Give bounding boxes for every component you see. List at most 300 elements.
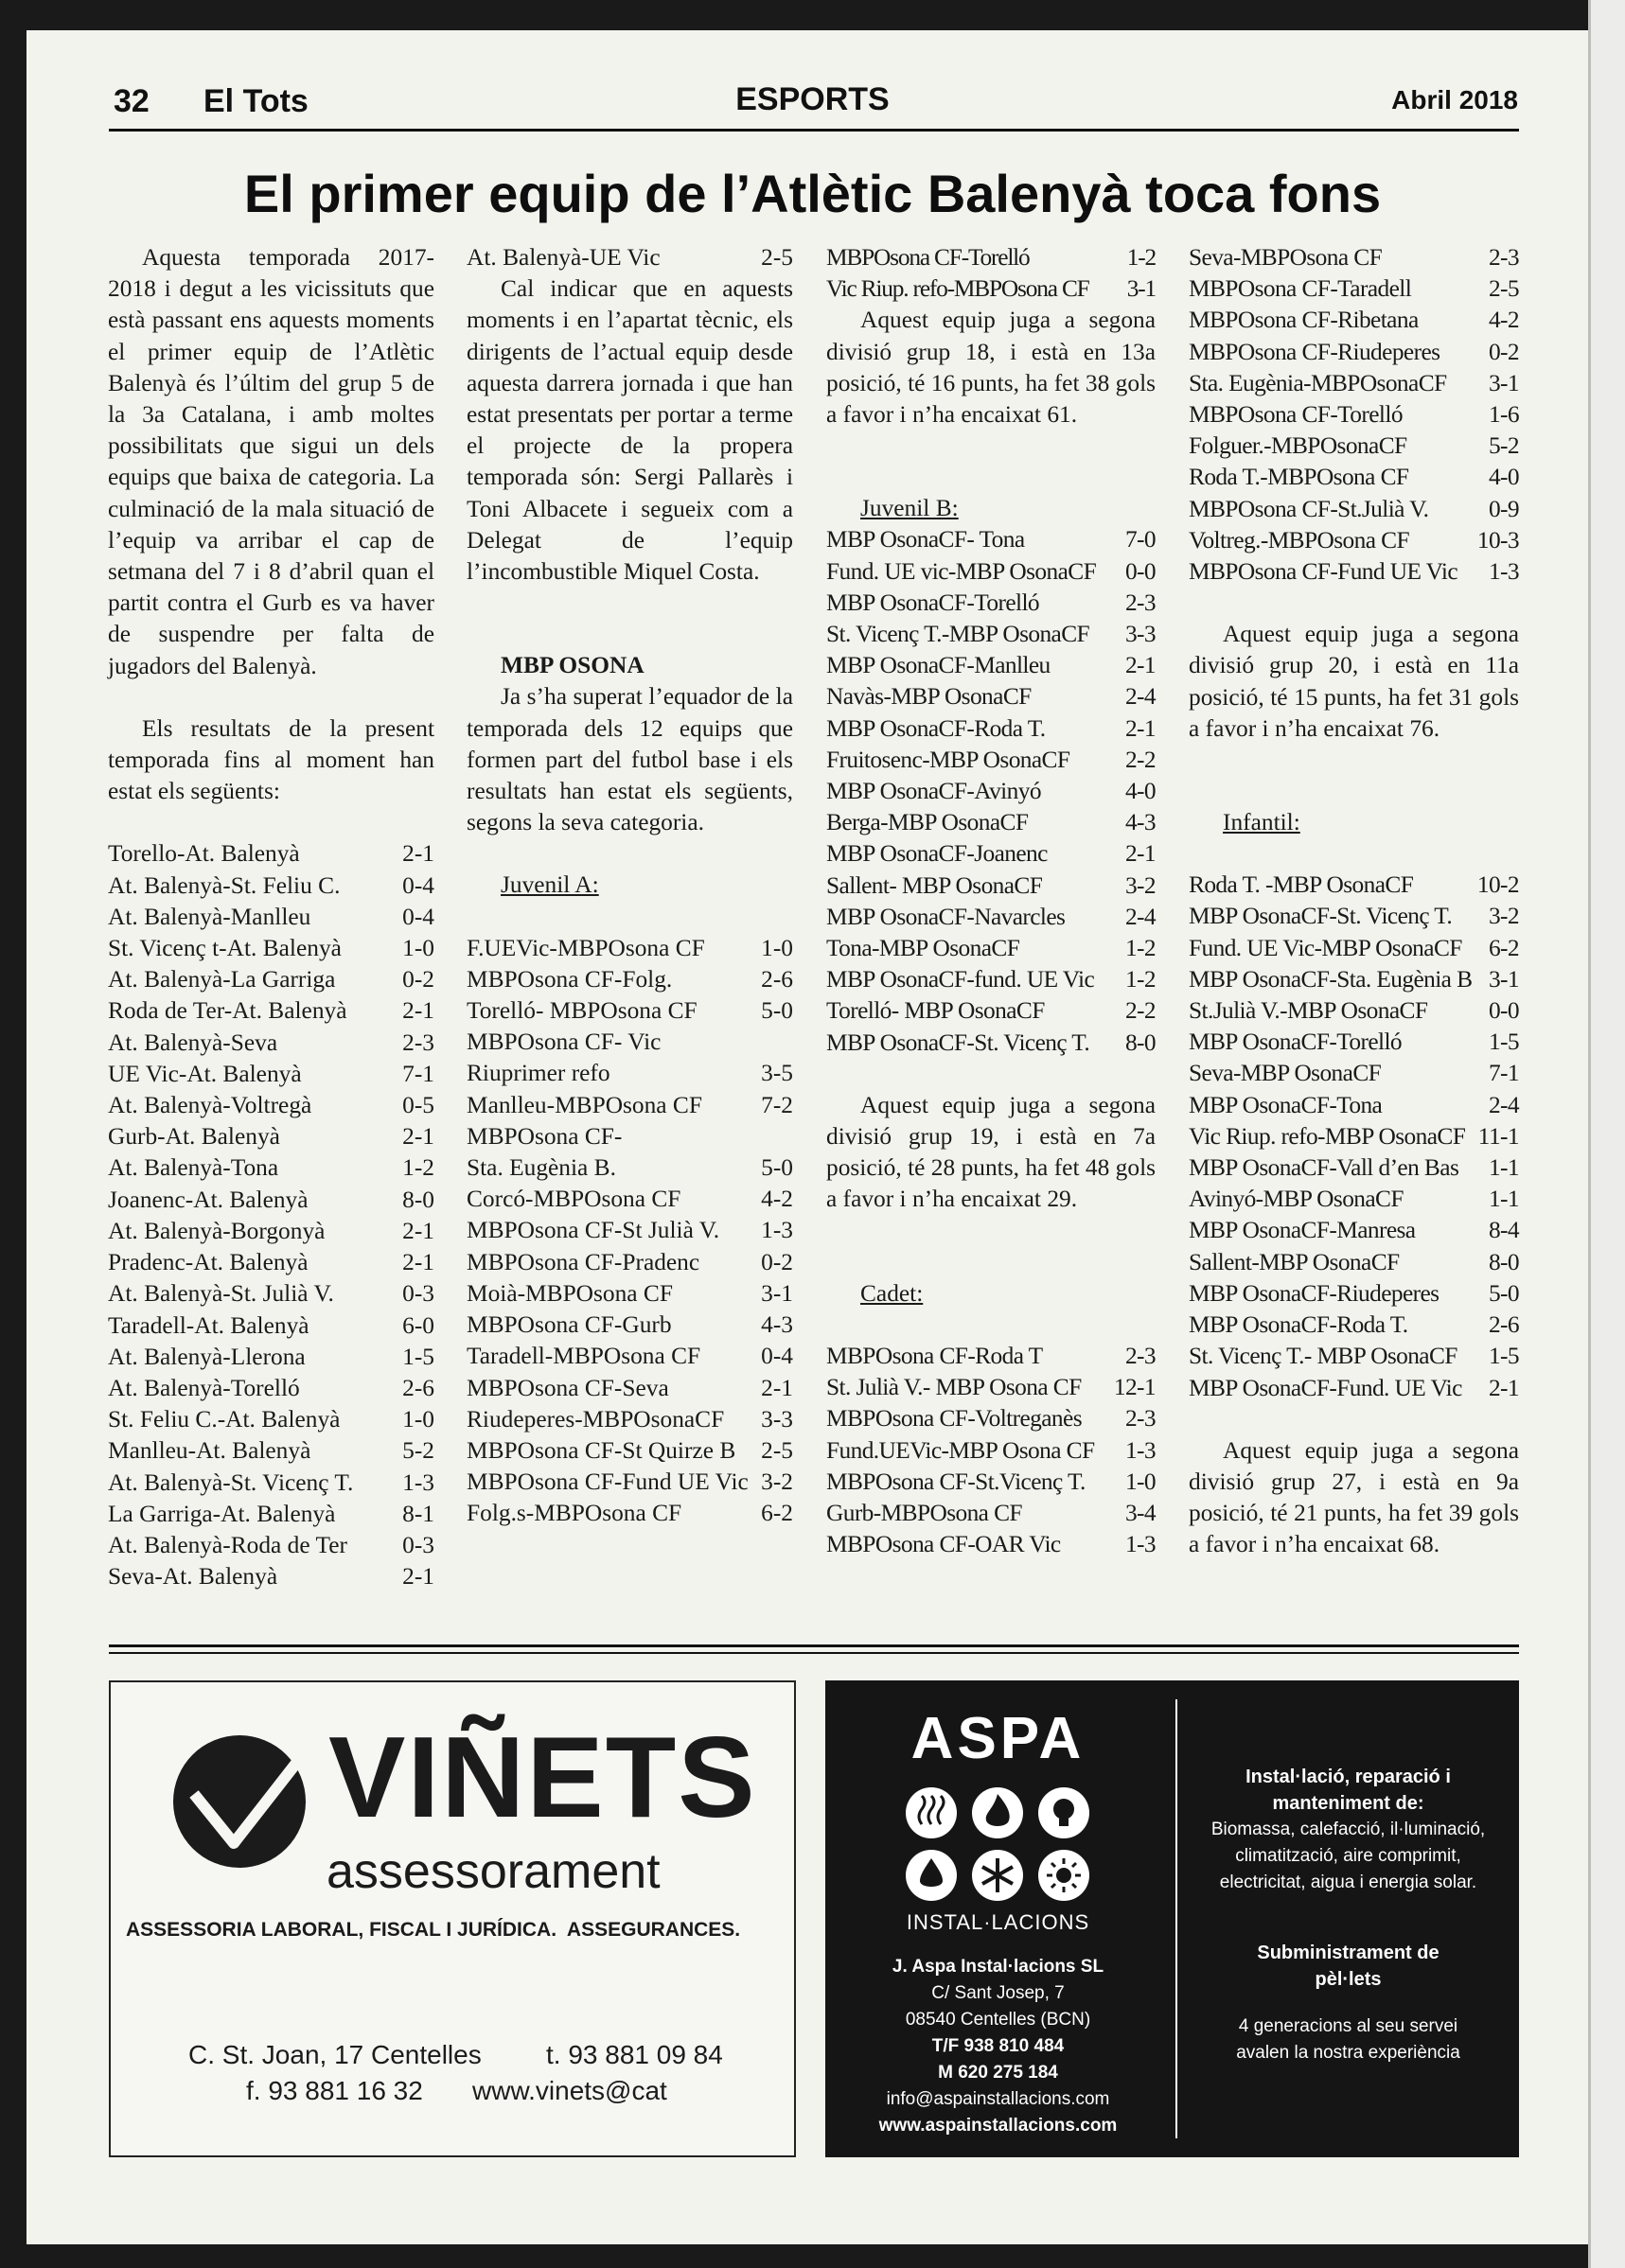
result-row xyxy=(1189,1341,1519,1372)
result-row xyxy=(1189,1310,1519,1341)
aspa-mobile: M 620 275 184 xyxy=(938,2063,1058,2083)
match-teams: Torelló- MBPOsona CF xyxy=(467,997,698,1025)
match-teams: MBPOsona CF-Riudeperes xyxy=(1189,338,1440,365)
results-intro: Els resultats de la present temporada fins al moment han estat els següents: xyxy=(108,714,434,805)
aspa-tagline: INSTAL·LACIONS xyxy=(906,1910,1090,1934)
vinets-subtitle: assessorament xyxy=(327,1844,661,1899)
result-row xyxy=(826,681,1156,712)
match-teams: Manlleu-At. Balenyà xyxy=(108,1437,311,1465)
match-score: 1-3 xyxy=(1124,1531,1156,1558)
match-teams: Manlleu-MBPOsona CF xyxy=(467,1091,702,1118)
match-teams: Gurb-MBPOsona CF xyxy=(826,1499,1022,1526)
match-score: 3-2 xyxy=(1124,871,1156,899)
result-row xyxy=(1189,399,1519,431)
result-row xyxy=(1189,1184,1519,1215)
match-score: 5-2 xyxy=(402,1437,434,1465)
match-score: 3-1 xyxy=(1126,275,1156,303)
match-score: 1-3 xyxy=(1488,558,1519,586)
match-teams: MBPOsona CF-Voltreganès xyxy=(826,1405,1082,1433)
header-rule xyxy=(109,129,1519,132)
match-score: 0-5 xyxy=(402,1092,434,1119)
balenya-results-list-cont xyxy=(467,242,793,273)
match-score: 1-0 xyxy=(1124,1468,1156,1495)
result-row xyxy=(467,1090,793,1121)
match-teams: MBP OsonaCF-Tona xyxy=(1189,1091,1383,1118)
result-row xyxy=(826,242,1156,273)
match-teams: At. Balenyà-La Garriga xyxy=(108,966,336,993)
match-teams: MBP OsonaCF-Roda T. xyxy=(826,714,1046,742)
result-row xyxy=(826,650,1156,681)
match-score: 3-2 xyxy=(761,1468,793,1496)
match-teams: At. Balenyà-Roda de Ter xyxy=(108,1531,347,1558)
match-score: 6-2 xyxy=(761,1500,793,1527)
match-score: 1-2 xyxy=(1124,935,1156,962)
match-teams: MBPOsona CF-St.Julià V. xyxy=(1189,495,1429,522)
match-score: 2-5 xyxy=(1488,275,1519,303)
result-row xyxy=(108,1373,434,1404)
match-score: 2-2 xyxy=(1124,746,1156,773)
match-score: 1-1 xyxy=(1488,1154,1519,1182)
result-row xyxy=(108,1185,434,1216)
match-score: 4-3 xyxy=(761,1311,793,1339)
cadet-results-cont xyxy=(1189,242,1519,588)
facing-page-edge xyxy=(1588,0,1625,2268)
aspa-web[interactable]: www.aspainstallacions.com xyxy=(878,2116,1118,2136)
match-score: 3-2 xyxy=(1488,903,1519,930)
match-score: 2-1 xyxy=(402,1123,434,1151)
match-score: 0-0 xyxy=(1488,997,1519,1025)
result-row xyxy=(467,1152,793,1184)
match-teams: Folguer.-MBPOsonaCF xyxy=(1189,432,1407,460)
match-score: 3-1 xyxy=(761,1279,793,1307)
match-teams: MBPOsona CF-Taradell xyxy=(1189,275,1412,303)
match-teams: Sallent-MBP OsonaCF xyxy=(1189,1248,1400,1275)
result-row xyxy=(467,995,793,1027)
juvenil-a-results xyxy=(467,933,793,1530)
match-score: 12-1 xyxy=(1113,1374,1156,1401)
result-row xyxy=(467,1278,793,1310)
result-row xyxy=(108,1435,434,1467)
aspa-claim: 4 generacions al seu servei avalen la nostra experiència xyxy=(1236,2016,1460,2063)
result-row xyxy=(467,964,793,995)
match-teams: Vic Riup. refo-MBPOsona CF xyxy=(826,275,1089,303)
vinets-web[interactable]: www.vinets@cat xyxy=(472,2076,667,2105)
match-teams: Vic Riup. refo-MBP OsonaCF xyxy=(1189,1122,1466,1150)
aspa-icon-grid xyxy=(903,1785,1092,1904)
match-teams: Navàs-MBP OsonaCF xyxy=(826,683,1032,711)
match-teams: MBPOsona CF-St Quirze B xyxy=(467,1436,736,1464)
match-teams: At. Balenyà-Seva xyxy=(108,1029,278,1056)
match-teams: MBPOsona CF-Ribetana xyxy=(1189,307,1419,334)
article-title: El primer equip de l’Atlètic Balenyà toca fons xyxy=(243,164,1382,223)
match-teams: Berga-MBP OsonaCF xyxy=(826,809,1029,836)
result-row xyxy=(108,933,434,964)
match-teams: St. Vicenç t-At. Balenyà xyxy=(108,935,342,962)
match-score: 2-5 xyxy=(761,1436,793,1464)
infantil-heading: Infantil: xyxy=(1223,809,1300,836)
match-teams: At. Balenyà-St. Feliu C. xyxy=(108,871,341,899)
match-score: 7-2 xyxy=(761,1091,793,1118)
result-row xyxy=(826,556,1156,588)
result-row xyxy=(108,1121,434,1152)
cadet-heading: Cadet: xyxy=(860,1279,924,1307)
match-score: 2-1 xyxy=(1124,714,1156,742)
match-score: 6-2 xyxy=(1488,934,1519,961)
result-row xyxy=(108,964,434,995)
match-teams: Roda de Ter-At. Balenyà xyxy=(108,997,347,1025)
match-teams: Riudeperes-MBPOsonaCF xyxy=(467,1405,725,1433)
match-teams: St. Feliu C.-At. Balenyà xyxy=(108,1406,341,1433)
result-row xyxy=(108,1342,434,1373)
result-row xyxy=(1189,1027,1519,1058)
column-4 xyxy=(1189,242,1519,1561)
match-score: 2-1 xyxy=(1124,652,1156,679)
aspa-supply-title: Subministrament de pèl·lets xyxy=(1257,1943,1440,1990)
column-2 xyxy=(467,242,793,1530)
match-score: 10-3 xyxy=(1476,526,1519,554)
match-teams: MBP OsonaCF-Fund. UE Vic xyxy=(1189,1374,1462,1401)
match-teams: Torelló- MBP OsonaCF xyxy=(826,997,1045,1025)
result-row xyxy=(826,524,1156,555)
match-score: 5-0 xyxy=(1488,1279,1519,1307)
juvenil-b-summary: Aquest equip juga a segona divisió grup 19, i està en 7a posició, té 28 punts, ha fet 48 gols a favor i n’ha encaixat 29. xyxy=(826,1091,1156,1213)
vinets-advertisement xyxy=(109,1680,796,2157)
match-teams: MBPOsona CF- xyxy=(467,1122,623,1150)
aspa-divider xyxy=(1175,1699,1177,2138)
match-teams: Riuprimer refo xyxy=(467,1060,610,1087)
result-row xyxy=(108,1310,434,1342)
result-row xyxy=(467,1027,793,1058)
match-teams: At. Balenyà-Torelló xyxy=(108,1374,300,1401)
result-row xyxy=(826,1467,1156,1498)
column-3 xyxy=(826,242,1156,1560)
result-row xyxy=(108,1090,434,1121)
result-row xyxy=(467,933,793,964)
issue-date: Abril 2018 xyxy=(1391,85,1518,114)
page-number: 32 xyxy=(114,83,150,119)
result-row xyxy=(1189,1058,1519,1089)
match-teams: Roda T.-MBPOsona CF xyxy=(1189,464,1409,491)
match-teams: At. Balenyà-Manlleu xyxy=(108,903,311,930)
match-teams: MBPOsona CF-Pradenc xyxy=(467,1248,700,1275)
result-row xyxy=(108,995,434,1027)
result-row xyxy=(108,1028,434,1059)
match-teams: MBP OsonaCF-Sta. Eugènia B xyxy=(1189,965,1473,993)
match-teams: MBPOsona CF-St.Vicenç T. xyxy=(826,1468,1086,1495)
match-teams: St.Julià V.-MBP OsonaCF xyxy=(1189,997,1428,1025)
result-row xyxy=(108,838,434,870)
match-score: 1-6 xyxy=(1488,401,1519,429)
snowflake-icon xyxy=(972,1850,1023,1901)
match-teams: MBPOsona CF-Torelló xyxy=(1189,401,1403,429)
result-row xyxy=(1189,1215,1519,1246)
match-score: 8-0 xyxy=(1124,1029,1156,1056)
match-teams: Sta. Eugènia-MBPOsonaCF xyxy=(1189,369,1447,396)
match-score: 1-5 xyxy=(1488,1029,1519,1056)
sun-icon xyxy=(1038,1850,1089,1901)
match-score: 5-0 xyxy=(761,997,793,1025)
match-teams: Avinyó-MBP OsonaCF xyxy=(1189,1186,1404,1213)
result-row xyxy=(467,1215,793,1246)
result-row xyxy=(1189,462,1519,493)
match-teams: MBPOsona CF- Vic xyxy=(467,1029,662,1056)
section-title: ESPORTS xyxy=(735,81,890,117)
match-score: 4-2 xyxy=(761,1186,793,1213)
result-row xyxy=(826,745,1156,776)
match-score: 1-3 xyxy=(761,1217,793,1244)
match-score: 1-3 xyxy=(402,1468,434,1496)
match-teams: Folg.s-MBPOsona CF xyxy=(467,1500,682,1527)
aspa-company: J. Aspa Instal·lacions SL xyxy=(892,1957,1104,1977)
match-score: 0-9 xyxy=(1488,495,1519,522)
match-teams: Taradell-MBPOsona CF xyxy=(467,1343,701,1370)
match-teams: At. Balenyà-Llerona xyxy=(108,1343,306,1370)
aspa-email[interactable]: info@aspainstallacions.com xyxy=(886,2089,1110,2109)
match-score: 5-0 xyxy=(761,1154,793,1182)
match-teams: MBPOsona CF-Folg. xyxy=(467,965,673,993)
match-score: 2-4 xyxy=(1488,1091,1519,1118)
match-teams: MBPOsona CF-OAR Vic xyxy=(826,1531,1061,1558)
juvenil-a-summary: Aquest equip juga a segona divisió grup 18, i està en 13a posició, té 16 punts, ha fet 38 gols a favor i n’ha encaixat 61. xyxy=(826,307,1156,429)
result-row xyxy=(826,1529,1156,1560)
match-teams: At. Balenyà-Voltregà xyxy=(108,1092,312,1119)
cadet-summary: Aquest equip juga a segona divisió grup 20, i està en 11a posició, té 15 punts, ha fet 31 gols a favor i n’ha encaixat 76. xyxy=(1189,621,1519,742)
result-row xyxy=(1189,1247,1519,1278)
match-teams: UE Vic-At. Balenyà xyxy=(108,1060,302,1087)
match-score: 2-6 xyxy=(761,965,793,993)
match-teams: MBP OsonaCF-St. Vicenç T. xyxy=(1189,903,1453,930)
match-score: 5-2 xyxy=(1488,432,1519,460)
match-score: 0-3 xyxy=(402,1280,434,1308)
result-row xyxy=(1189,556,1519,588)
match-score: 2-4 xyxy=(1124,683,1156,711)
match-teams: St. Vicenç T.-MBP OsonaCF xyxy=(826,621,1090,648)
result-row xyxy=(1189,494,1519,525)
result-row xyxy=(467,1498,793,1529)
result-row xyxy=(1189,273,1519,305)
heat-icon xyxy=(906,1787,957,1838)
match-teams: Fund. UE vic-MBP OsonaCF xyxy=(826,557,1097,585)
match-score: 1-5 xyxy=(402,1343,434,1370)
match-teams: Sallent- MBP OsonaCF xyxy=(826,871,1043,899)
result-row xyxy=(1189,964,1519,995)
result-row xyxy=(108,1561,434,1592)
match-score: 0-2 xyxy=(402,966,434,993)
match-score: 3-3 xyxy=(761,1405,793,1433)
match-teams: MBPOsona CF-Gurb xyxy=(467,1311,672,1339)
match-teams: MBP OsonaCF-Avinyó xyxy=(826,778,1041,805)
result-row xyxy=(826,1028,1156,1059)
vinets-brand: VIÑETS xyxy=(328,1713,757,1841)
result-row xyxy=(108,1499,434,1530)
result-row xyxy=(1189,1278,1519,1310)
infantil-summary: Aquest equip juga a segona divisió grup 27, i està en 9a posició, té 21 punts, ha fet 39 gols a favor i n’ha encaixat 68. xyxy=(1189,1436,1519,1558)
match-score: 0-4 xyxy=(402,871,434,899)
juvenil-b-results xyxy=(826,524,1156,1058)
result-row xyxy=(826,870,1156,902)
result-row xyxy=(467,1121,793,1152)
match-teams: At. Balenyà-St. Vicenç T. xyxy=(108,1468,354,1496)
match-score: 2-1 xyxy=(761,1374,793,1401)
match-teams: MBPOsona CF-Roda T xyxy=(826,1342,1043,1369)
match-score: 2-1 xyxy=(402,1217,434,1244)
result-row xyxy=(467,1467,793,1498)
osona-intro: Ja s’ha superat l’equador de la temporada dels 12 equips que formen part del futbol base i els resultats han estat els següents, segons la seva categoria. xyxy=(467,683,793,836)
match-score: 8-0 xyxy=(1488,1248,1519,1275)
match-teams: At. Balenyà-Tona xyxy=(108,1154,279,1182)
match-teams: Joanenc-At. Balenyà xyxy=(108,1186,309,1213)
osona-heading: MBP OSONA xyxy=(501,652,645,679)
match-teams: Moià-MBPOsona CF xyxy=(467,1279,673,1307)
checkmark-logo-icon xyxy=(166,1728,317,1870)
result-row xyxy=(1189,1373,1519,1404)
result-row xyxy=(826,807,1156,838)
result-row xyxy=(108,1247,434,1278)
match-score: 1-2 xyxy=(1124,966,1156,993)
result-row xyxy=(108,1530,434,1561)
match-teams: MBPOsona CF-Fund UE Vic xyxy=(1189,558,1457,586)
result-row xyxy=(1189,337,1519,368)
match-score: 0-4 xyxy=(761,1343,793,1370)
match-score: 1-2 xyxy=(402,1154,434,1182)
match-score: 2-3 xyxy=(1124,1405,1156,1433)
match-score: 4-0 xyxy=(1124,778,1156,805)
match-score: 4-3 xyxy=(1124,809,1156,836)
result-row xyxy=(1189,305,1519,336)
match-teams: MBP OsonaCF-Roda T. xyxy=(1189,1311,1408,1339)
match-score: 2-1 xyxy=(402,997,434,1025)
result-row xyxy=(1189,901,1519,932)
match-teams: MBP OsonaCF-fund. UE Vic xyxy=(826,966,1095,993)
result-row xyxy=(826,964,1156,995)
match-score: 2-3 xyxy=(1124,589,1156,616)
match-teams: MBP OsonaCF-Vall d’en Bas xyxy=(1189,1154,1459,1182)
match-score: 2-2 xyxy=(1124,997,1156,1025)
result-row xyxy=(826,1341,1156,1372)
match-score: 2-1 xyxy=(402,1563,434,1591)
match-teams: Seva-At. Balenyà xyxy=(108,1563,278,1591)
match-teams: F.UEVic-MBPOsona CF xyxy=(467,934,705,961)
match-teams: MBP OsonaCF-Manresa xyxy=(1189,1217,1416,1244)
result-row xyxy=(108,1059,434,1090)
match-score: 2-1 xyxy=(1124,840,1156,868)
result-row xyxy=(467,1341,793,1372)
match-score: 6-0 xyxy=(402,1311,434,1339)
match-score: 3-5 xyxy=(761,1060,793,1087)
match-score: 2-5 xyxy=(761,244,793,271)
result-row xyxy=(1189,995,1519,1027)
result-row xyxy=(108,870,434,902)
match-score: 10-2 xyxy=(1476,871,1519,899)
match-score: 3-4 xyxy=(1124,1499,1156,1526)
match-teams: Corcó-MBPOsona CF xyxy=(467,1186,681,1213)
match-score: 11-1 xyxy=(1477,1122,1519,1150)
column-1 xyxy=(108,242,434,1592)
result-row xyxy=(826,776,1156,807)
match-teams: At. Balenyà-Borgonyà xyxy=(108,1217,326,1244)
result-row xyxy=(467,1058,793,1089)
match-score: 2-3 xyxy=(402,1029,434,1056)
aspa-phone: T/F 938 810 484 xyxy=(931,2036,1065,2056)
match-score: 1-0 xyxy=(761,934,793,961)
result-row xyxy=(826,1498,1156,1529)
result-row xyxy=(826,838,1156,870)
match-teams: MBPOsona CF-Fund UE Vic xyxy=(467,1468,749,1496)
match-teams: MBP OsonaCF-Torelló xyxy=(826,589,1039,616)
balenya-results-list xyxy=(108,838,434,1592)
result-row xyxy=(1189,1152,1519,1184)
match-score: 1-3 xyxy=(1124,1436,1156,1464)
match-score: 7-0 xyxy=(1124,526,1156,554)
result-row xyxy=(467,242,793,273)
match-teams: MBP OsonaCF- Tona xyxy=(826,526,1025,554)
match-score: 3-1 xyxy=(1488,369,1519,396)
match-teams: At. Balenyà-St. Julià V. xyxy=(108,1280,334,1308)
result-row xyxy=(108,1152,434,1184)
match-teams: MBPOsona CF-Torelló xyxy=(826,244,1030,271)
result-row xyxy=(1189,525,1519,556)
result-row xyxy=(467,1184,793,1215)
drop-icon xyxy=(906,1850,957,1901)
result-row xyxy=(1189,1090,1519,1121)
result-row xyxy=(826,902,1156,933)
juvenil-a-results-cont xyxy=(826,242,1156,305)
match-score: 2-1 xyxy=(1488,1374,1519,1401)
result-row xyxy=(108,1468,434,1499)
result-row xyxy=(826,933,1156,964)
match-score: 8-4 xyxy=(1488,1217,1519,1244)
aspa-street: C/ Sant Josep, 7 xyxy=(931,1983,1065,2003)
cadet-results xyxy=(826,1341,1156,1560)
result-row xyxy=(826,588,1156,619)
match-score: 2-4 xyxy=(1124,903,1156,930)
result-row xyxy=(467,1310,793,1341)
result-row xyxy=(1189,870,1519,901)
result-row xyxy=(467,1247,793,1278)
match-teams: MBP OsonaCF-St. Vicenç T. xyxy=(826,1029,1090,1056)
match-score: 7-1 xyxy=(402,1060,434,1087)
match-teams: Taradell-At. Balenyà xyxy=(108,1311,309,1339)
match-score: 8-0 xyxy=(402,1186,434,1213)
result-row xyxy=(826,619,1156,650)
footer-rule-thin xyxy=(109,1652,1519,1654)
match-score: 4-0 xyxy=(1488,464,1519,491)
aspa-city: 08540 Centelles (BCN) xyxy=(905,2010,1091,2030)
technical-note: Cal indicar que en aquests moments i en l’apartat tècnic, els dirigents de l’actual equip desde aquesta darrera jornada i que han estat presentats per portar a terme el projecte de la propera temporada són: Sergi Pallarès i Toni Albacete i segueix com a Delegat de l’equip l’incombustible Miquel Costa. xyxy=(467,275,793,586)
match-score: 1-1 xyxy=(1488,1186,1519,1213)
publication-name: El Tots xyxy=(203,83,309,119)
match-teams: Seva-MBP OsonaCF xyxy=(1189,1060,1382,1087)
match-teams: MBP OsonaCF-Joanenc xyxy=(826,840,1048,868)
match-teams: Gurb-At. Balenyà xyxy=(108,1123,280,1151)
result-row xyxy=(467,1404,793,1435)
match-score: 2-6 xyxy=(1488,1311,1519,1339)
bulb-icon xyxy=(1038,1787,1089,1838)
match-teams: At. Balenyà-UE Vic xyxy=(467,244,661,271)
infantil-results xyxy=(1189,870,1519,1403)
match-score: 4-2 xyxy=(1488,307,1519,334)
aspa-advertisement xyxy=(825,1680,1519,2157)
vinets-fax: f. 93 881 16 32 xyxy=(246,2076,423,2105)
result-row xyxy=(826,273,1156,305)
result-row xyxy=(1189,242,1519,273)
juvenil-b-heading: Juvenil B: xyxy=(860,495,959,522)
match-teams: Fund.UEVic-MBP Osona CF xyxy=(826,1436,1095,1464)
result-row xyxy=(826,995,1156,1027)
aspa-services: Biomassa, calefacció, il·luminació, climatització, aire comprimit, electricitat, aigua i energia solar. xyxy=(1210,1820,1486,1892)
match-score: 3-3 xyxy=(1124,621,1156,648)
result-row xyxy=(108,1278,434,1310)
